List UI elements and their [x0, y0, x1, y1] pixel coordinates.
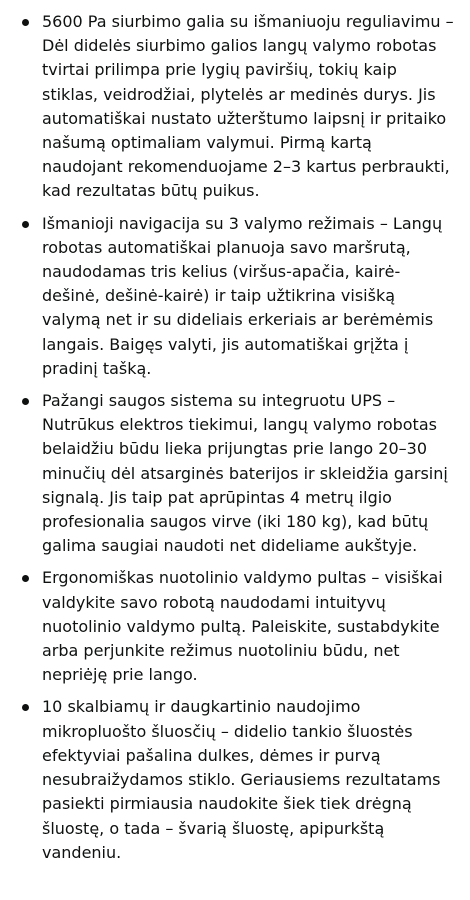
bullet-dot: [22, 704, 29, 711]
feature-item-suction-power: [22, 10, 456, 204]
feature-item-smart-navigation: [22, 212, 456, 381]
feature-text: Ergonomiškas nuotolinio valdymo pultas – visiškai valdykite savo robotą naudodami intuityvų nuotolinio valdymo pultą. Paleiskite, sustabdykite arba perjunkite režimus nuotoliniu būdu, net nepriėję prie lango.: [42, 568, 443, 685]
feature-item-remote-control: [22, 566, 456, 687]
bullet-dot: [22, 398, 29, 405]
feature-item-microfiber-pads: [22, 695, 456, 864]
bullet-dot: [22, 575, 29, 582]
feature-text: 10 skalbiamų ir daugkartinio naudojimo mikropluošto šluosčių – didelio tankio šluostės efektyviai pašalina dulkes, dėmes ir purvą nesubraižydamos stiklo. Geriausiems rezultatams pasiekti pirmiausia naudokite šiek tiek drėgną šluostę, o tada – švarią šluostę, apipurkštą vandeniu.: [42, 697, 441, 862]
feature-text: Pažangi saugos sistema su integruotu UPS – Nutrūkus elektros tiekimui, langų valymo robotas belaidžiu būdu lieka prijungtas prie lango 20–30 minučių dėl atsarginės baterijos ir skleidžia garsinį signalą. Jis taip pat aprūpintas 4 metrų ilgio profesionalia saugos virve (iki 180 kg), kad būtų galima saugiai naudoti net dideliame aukštyje.: [42, 391, 448, 556]
bullet-dot: [22, 19, 29, 26]
feature-text: Išmanioji navigacija su 3 valymo režimais – Langų robotas automatiškai planuoja savo maršrutą, naudodamas tris kelius (viršus-apačia, kairė-dešinė, dešinė-kairė) ir taip užtikrina visišką valymą net ir su dideliais erkeriais ar berėmėmis langais. Baigęs valyti, jis automatiškai grįžta į pradinį tašką.: [42, 213, 443, 378]
bullet-dot: [22, 221, 29, 228]
feature-text: 5600 Pa siurbimo galia su išmaniuoju reguliavimu – Dėl didelės siurbimo galios langų valymo robotas tvirtai prilimpa prie lygių paviršių, tokių kaip stiklas, veidrodžiai, plytelės ar medinės durys. Jis automatiškai nustato užterštumo laipsnį ir pritaiko našumą optimaliam valymui. Pirmą kartą naudojant rekomenduojame 2–3 kartus perbraukti, kad rezultatas būtų puikus.: [42, 12, 454, 201]
feature-item-safety-system: [22, 389, 456, 558]
